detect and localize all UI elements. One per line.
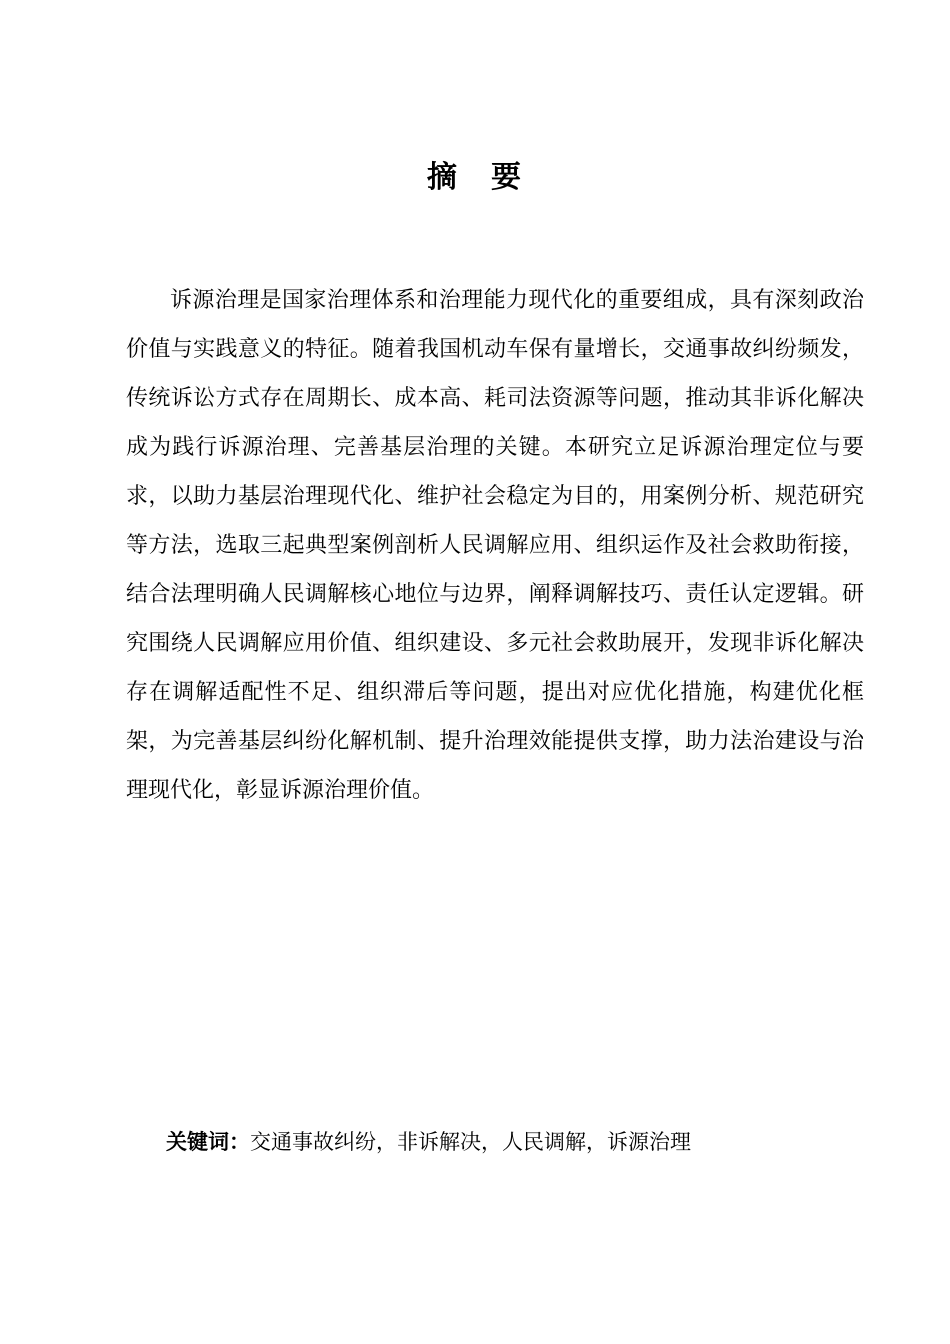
abstract-title: 摘 要 [427, 160, 523, 195]
keywords-line [166, 1122, 866, 1162]
abstract-paragraph: 诉源治理是国家治理体系和治理能力现代化的重要组成，具有深刻政治价值与实践意义的特征。随着我国机动车保有量增长，交通事故纠纷频发，传统诉讼方式存在周期长、成本高、耗司法资源等问题，推动其非诉化解决成为践行诉源治理、完善基层治理的关键。本研究立足诉源治理定位与要求，以助力基层治理现代化、维护社会稳定为目的，用案例分析、规范研究等方法，选取三起典型案例剖析人民调解应用、组织运作及社会救助衔接，结合法理明确人民调解核心地位与边界，阐释调解技巧、责任认定逻辑。研究围绕人民调解应用价值、组织建设、多元社会救助展开，发现非诉化解决存在调解适配性不足、组织滞后等问题，提出对应优化措施，构建优化框架，为完善基层纠纷化解机制、提升治理效能提供支撑，助力法治建设与治理现代化，彰显诉源治理价值。 [126, 288, 864, 803]
keywords-label: 关键词： [166, 1130, 250, 1154]
keywords-value: 交通事故纠纷，非诉解决，人民调解，诉源治理 [250, 1130, 691, 1154]
